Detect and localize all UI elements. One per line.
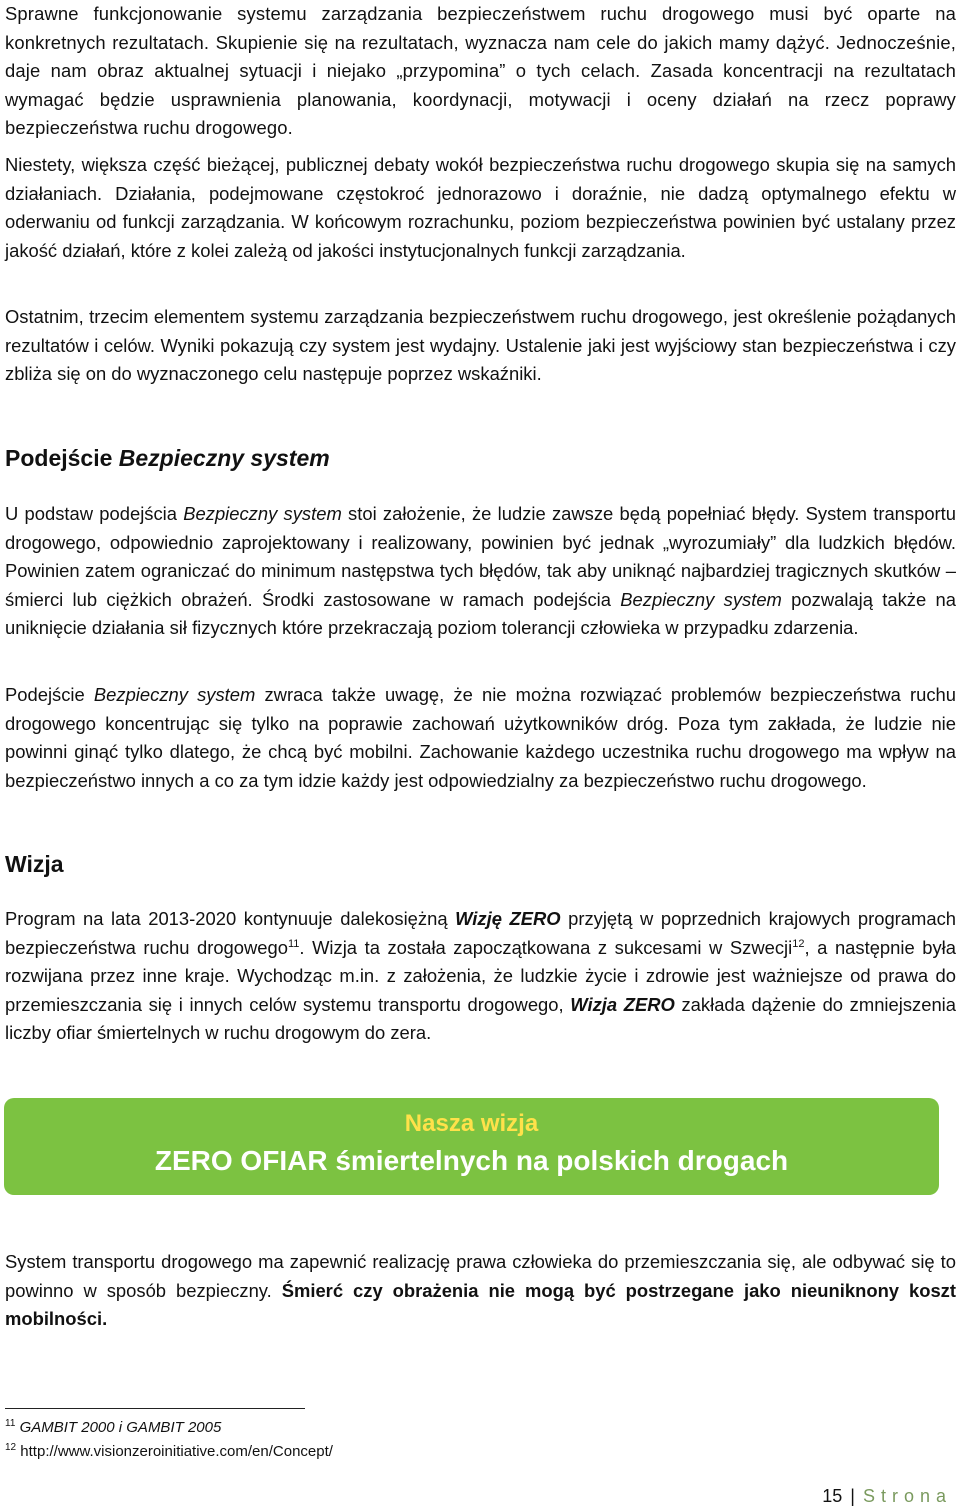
footnote-ref[interactable]: 12 [792, 937, 805, 950]
paragraph-vision [5, 905, 956, 1048]
banner-title: Nasza wizja [404, 1110, 539, 1137]
page-number [822, 1486, 952, 1507]
heading-vision: Wizja [5, 851, 64, 877]
paragraph-safe-system-1 [5, 500, 956, 643]
bold-italic-run: Wizję ZERO [455, 908, 561, 929]
text-run: Podejście [5, 684, 94, 705]
heading-safe-system [5, 443, 330, 473]
footnote-ref[interactable]: 11 [287, 937, 300, 950]
page-separator: | [850, 1486, 855, 1506]
bold-run: Śmierć czy obrażenia nie mogą być postrzegane jako nieuniknony koszt mobilności. [5, 1279, 957, 1330]
bold-italic-run: Wizja ZERO [570, 993, 675, 1015]
text-run: zakłada dążenie do zmniejszenia liczby ofiar śmiertelnych w ruchu drogowym do zera. [5, 993, 956, 1044]
paragraph-third-element: Ostatnim, trzecim elementem systemu zarządzania bezpieczeństwem ruchu drogowego, jest określenie pożądanych rezultatów i celów. Wyniki pokazują czy system jest wydajny. Ustalenie jaki jest wyjściowy stan bezpieczeństwa i czy zbliża się on do wyznaczonego celu następuje poprzez wskaźniki. [5, 306, 956, 385]
paragraph-safe-system-2 [5, 681, 956, 795]
paragraph-public-debate: Niestety, większa część bieżącej, publicznej debaty wokół bezpieczeństwa ruchu drogowego skupia się na samych działaniach. Działania, podejmowane częstokroć jednorazowo i doraźnie, nie dadzą optymalnego efektu w oderwaniu od funkcji zarządzania. W końcowym rozrachunku, poziom bezpieczeństwa powinien być ustalany przez jakość działań, które z kolei zależą od jakości instytucjonalnych funkcji zarządzania. [5, 154, 956, 261]
italic-run: Bezpieczny system [183, 503, 342, 524]
banner-subtitle: ZERO OFIAR śmiertelnych na polskich drogach [154, 1145, 789, 1176]
page-word: Strona [862, 1486, 952, 1506]
footnote-link[interactable]: http://www.visionzeroinitiative.com/en/Concept/ [20, 1443, 333, 1460]
footnote-text: GAMBIT 2000 i GAMBIT 2005 [19, 1419, 222, 1436]
text-run: zwraca także uwagę, że nie można rozwiązać problemów bezpieczeństwa ruchu drogowego koncentrując się tylko na poprawie zachowań użytkowników dróg. Poza tym zakłada, że ludzie nie powinni ginąć tylko dlatego, że chcą być mobilni. Zachowanie każdego uczestnika ruchu drogowego ma wpływ na bezpieczeństwo innych a co za tym idzie każdy jest odpowiedzialny za bezpieczeństwo ruchu drogowego. [5, 684, 956, 791]
text-run: Program na lata 2013-2020 kontynuuje dalekosiężną [5, 908, 456, 929]
heading-safe-system-italic: Bezpieczny system [118, 445, 330, 471]
footnote-11 [5, 1418, 221, 1438]
vision-banner [4, 1098, 939, 1195]
heading-safe-system-plain: Podejście [5, 445, 119, 471]
text-run: , a następnie była rozwijana przez inne kraje. Wychodząc m.in. z założenia, że ludzkie życie i zdrowie jest ważniejsze od prawa do przemieszczania się i innych celów systemu transportu drogowego, [5, 936, 956, 1015]
footnote-12 [5, 1442, 333, 1462]
paragraph-results: Sprawne funkcjonowanie systemu zarządzania bezpieczeństwem ruchu drogowego musi być oparte na konkretnych rezultatach. Skupienie się na rezultatach, wyznacza nam cele do jakich mamy dążyć. Jednocześnie, daje nam obraz aktualnej sytuacji i niejako „przypomina” o tych celach. Zasada koncentracji na rezultatach wymagać będzie usprawnienia planowania, koordynacji, motywacji i oceny działań na rzecz poprawy bezpieczeństwa ruchu drogowego. [5, 3, 956, 139]
page-number-value: 15 [822, 1486, 843, 1506]
text-run: . Wizja ta została zapoczątkowana z sukcesami w Szwecji [299, 936, 793, 958]
footnote-divider [5, 1408, 305, 1409]
text-run: przyjętą w poprzednich krajowych programach bezpieczeństwa ruchu drogowego [5, 908, 956, 958]
footnote-number: 11 [5, 1418, 16, 1429]
italic-run: Bezpieczny system [620, 588, 782, 610]
text-run: U podstaw podejścia [5, 503, 184, 524]
text-run: System transportu drogowego ma zapewnić realizację prawa człowieka do przemieszczania się, ale odbywać się to powinno w sposób bezpieczny. [5, 1251, 956, 1301]
italic-run: Bezpieczny system [93, 684, 256, 705]
text-run: pozwalają także na uniknięcie działania sił fizycznych które przekraczają poziom tolerancji człowieka w przypadku zdarzenia. [5, 588, 956, 639]
footnote-number: 12 [5, 1442, 17, 1453]
paragraph-closing [5, 1248, 956, 1334]
text-run: stoi założenie, że ludzie zawsze będą popełniać błędy. System transportu drogowego, odpowiednio zaprojektowany i realizowany, powinien być jednak „wyrozumiały” dla ludzkich błędów. Powinien zatem ograniczać do minimum następstwa tych błędów, tak aby uniknąć najbardziej tragicznych skutków – śmierci lub ciężkich obrażeń. Środki zastosowane w ramach podejścia [5, 503, 957, 610]
